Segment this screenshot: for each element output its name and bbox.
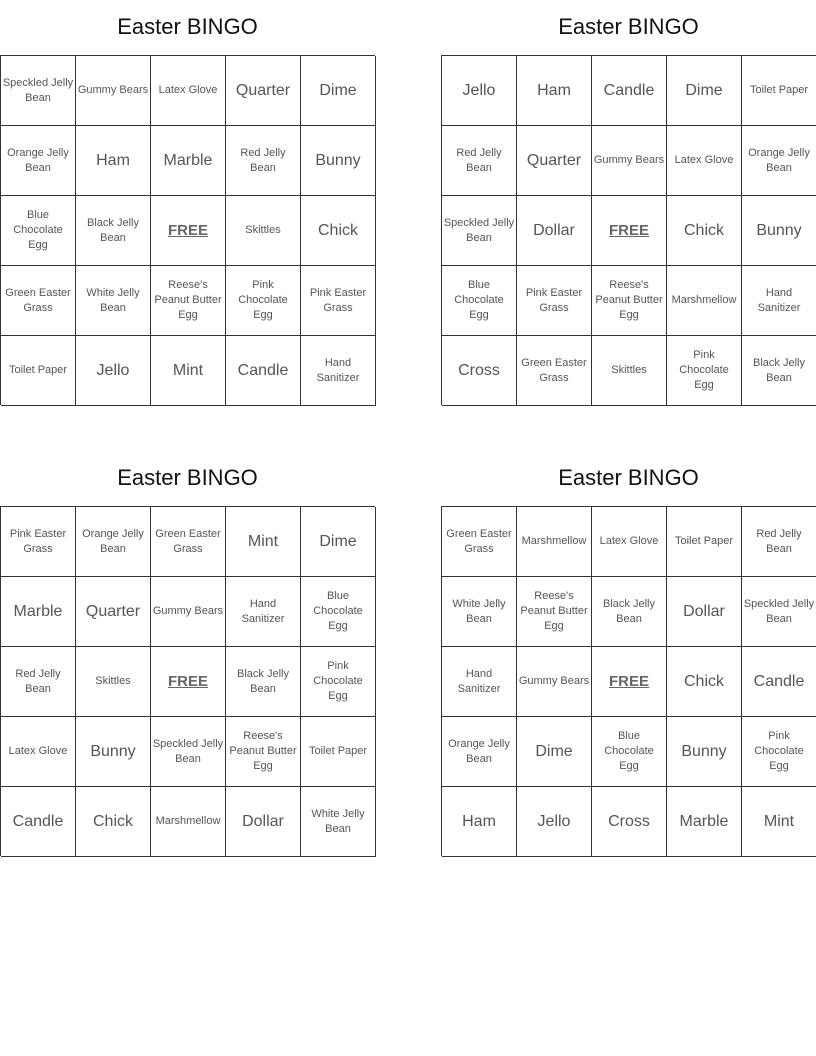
bingo-cell: Black Jelly Bean (226, 647, 301, 717)
bingo-cell: Ham (442, 787, 517, 857)
bingo-cell: Pink Easter Grass (517, 266, 592, 336)
bingo-cell: Toilet Paper (667, 507, 742, 577)
bingo-cell: Dollar (517, 196, 592, 266)
bingo-cell: Speckled Jelly Bean (442, 196, 517, 266)
bingo-cell: Reese's Peanut Butter Egg (226, 717, 301, 787)
bingo-cell: Latex Glove (1, 717, 76, 787)
bingo-cell: Toilet Paper (742, 56, 816, 126)
bingo-cell: Quarter (517, 126, 592, 196)
bingo-cell: Chick (667, 196, 742, 266)
bingo-cell: Ham (76, 126, 151, 196)
bingo-cell: Bunny (301, 126, 376, 196)
bingo-cell: Chick (76, 787, 151, 857)
bingo-cell: Hand Sanitizer (226, 577, 301, 647)
free-space: FREE (151, 647, 226, 717)
bingo-cell: Black Jelly Bean (742, 336, 816, 406)
bingo-cell: Gummy Bears (76, 56, 151, 126)
bingo-cell: Blue Chocolate Egg (301, 577, 376, 647)
bingo-cell: Jello (76, 336, 151, 406)
bingo-cell: Mint (151, 336, 226, 406)
bingo-cell: Candle (226, 336, 301, 406)
bingo-cell: Gummy Bears (517, 647, 592, 717)
bingo-cell: Pink Chocolate Egg (226, 266, 301, 336)
bingo-cell: Mint (742, 787, 816, 857)
bingo-cell: White Jelly Bean (442, 577, 517, 647)
bingo-cell: Pink Chocolate Egg (667, 336, 742, 406)
bingo-cell: Orange Jelly Bean (742, 126, 816, 196)
bingo-cell: Latex Glove (667, 126, 742, 196)
bingo-grid (0, 506, 375, 856)
bingo-cell: Green Easter Grass (442, 507, 517, 577)
bingo-cell: Green Easter Grass (151, 507, 226, 577)
bingo-cell: Orange Jelly Bean (76, 507, 151, 577)
bingo-card-4 (441, 451, 816, 856)
bingo-card-3 (0, 451, 375, 856)
bingo-cell: Pink Easter Grass (1, 507, 76, 577)
bingo-card-1 (0, 0, 375, 405)
bingo-cell: Dollar (226, 787, 301, 857)
card-title: Easter BINGO (117, 465, 258, 490)
bingo-cell: Bunny (667, 717, 742, 787)
bingo-cell: White Jelly Bean (301, 787, 376, 857)
bingo-cell: Hand Sanitizer (742, 266, 816, 336)
bingo-cell: Chick (667, 647, 742, 717)
bingo-cell: Hand Sanitizer (442, 647, 517, 717)
bingo-cell: Orange Jelly Bean (1, 126, 76, 196)
bingo-grid (441, 506, 816, 856)
bingo-cell: Toilet Paper (301, 717, 376, 787)
bingo-cell: Green Easter Grass (1, 266, 76, 336)
bingo-cell: Chick (301, 196, 376, 266)
bingo-cell: Red Jelly Bean (442, 126, 517, 196)
bingo-cell: Orange Jelly Bean (442, 717, 517, 787)
bingo-cell: White Jelly Bean (76, 266, 151, 336)
bingo-cell: Quarter (226, 56, 301, 126)
bingo-cell: Bunny (76, 717, 151, 787)
bingo-cell: Black Jelly Bean (592, 577, 667, 647)
card-title: Easter BINGO (558, 14, 699, 39)
card-title: Easter BINGO (117, 14, 258, 39)
bingo-cell: Latex Glove (592, 507, 667, 577)
bingo-cell: Candle (592, 56, 667, 126)
bingo-cell: Jello (517, 787, 592, 857)
bingo-cell: Speckled Jelly Bean (1, 56, 76, 126)
bingo-cell: Mint (226, 507, 301, 577)
free-space: FREE (151, 196, 226, 266)
free-space: FREE (592, 647, 667, 717)
bingo-cell: Reese's Peanut Butter Egg (151, 266, 226, 336)
bingo-cell: Dime (517, 717, 592, 787)
bingo-cell: Skittles (76, 647, 151, 717)
bingo-cell: Marble (667, 787, 742, 857)
bingo-card-2 (441, 0, 816, 405)
bingo-cell: Dollar (667, 577, 742, 647)
card-title: Easter BINGO (558, 465, 699, 490)
bingo-cell: Gummy Bears (151, 577, 226, 647)
bingo-cell: Marshmellow (517, 507, 592, 577)
bingo-cell: Marble (1, 577, 76, 647)
bingo-cell: Blue Chocolate Egg (1, 196, 76, 266)
bingo-cell: Candle (742, 647, 816, 717)
bingo-cell: Latex Glove (151, 56, 226, 126)
bingo-cell: Toilet Paper (1, 336, 76, 406)
bingo-cell: Reese's Peanut Butter Egg (517, 577, 592, 647)
bingo-cell: Cross (442, 336, 517, 406)
bingo-cell: Ham (517, 56, 592, 126)
bingo-grid (441, 55, 816, 405)
bingo-cell: Red Jelly Bean (742, 507, 816, 577)
bingo-cell: Green Easter Grass (517, 336, 592, 406)
bingo-cell: Pink Easter Grass (301, 266, 376, 336)
bingo-cell: Black Jelly Bean (76, 196, 151, 266)
bingo-cell: Dime (301, 56, 376, 126)
bingo-cell: Skittles (226, 196, 301, 266)
bingo-cell: Marshmellow (151, 787, 226, 857)
bingo-grid (0, 55, 375, 405)
bingo-cell: Dime (301, 507, 376, 577)
bingo-cell: Gummy Bears (592, 126, 667, 196)
bingo-cell: Dime (667, 56, 742, 126)
bingo-cell: Speckled Jelly Bean (151, 717, 226, 787)
bingo-cell: Bunny (742, 196, 816, 266)
bingo-cell: Quarter (76, 577, 151, 647)
bingo-cell: Candle (1, 787, 76, 857)
bingo-cell: Pink Chocolate Egg (301, 647, 376, 717)
bingo-cell: Red Jelly Bean (226, 126, 301, 196)
bingo-cell: Blue Chocolate Egg (592, 717, 667, 787)
bingo-cell: Skittles (592, 336, 667, 406)
bingo-cell: Blue Chocolate Egg (442, 266, 517, 336)
bingo-cell: Marshmellow (667, 266, 742, 336)
bingo-cell: Jello (442, 56, 517, 126)
bingo-cell: Pink Chocolate Egg (742, 717, 816, 787)
bingo-cell: Hand Sanitizer (301, 336, 376, 406)
bingo-cell: Red Jelly Bean (1, 647, 76, 717)
free-space: FREE (592, 196, 667, 266)
bingo-cell: Reese's Peanut Butter Egg (592, 266, 667, 336)
bingo-cell: Speckled Jelly Bean (742, 577, 816, 647)
bingo-cell: Cross (592, 787, 667, 857)
bingo-cell: Marble (151, 126, 226, 196)
